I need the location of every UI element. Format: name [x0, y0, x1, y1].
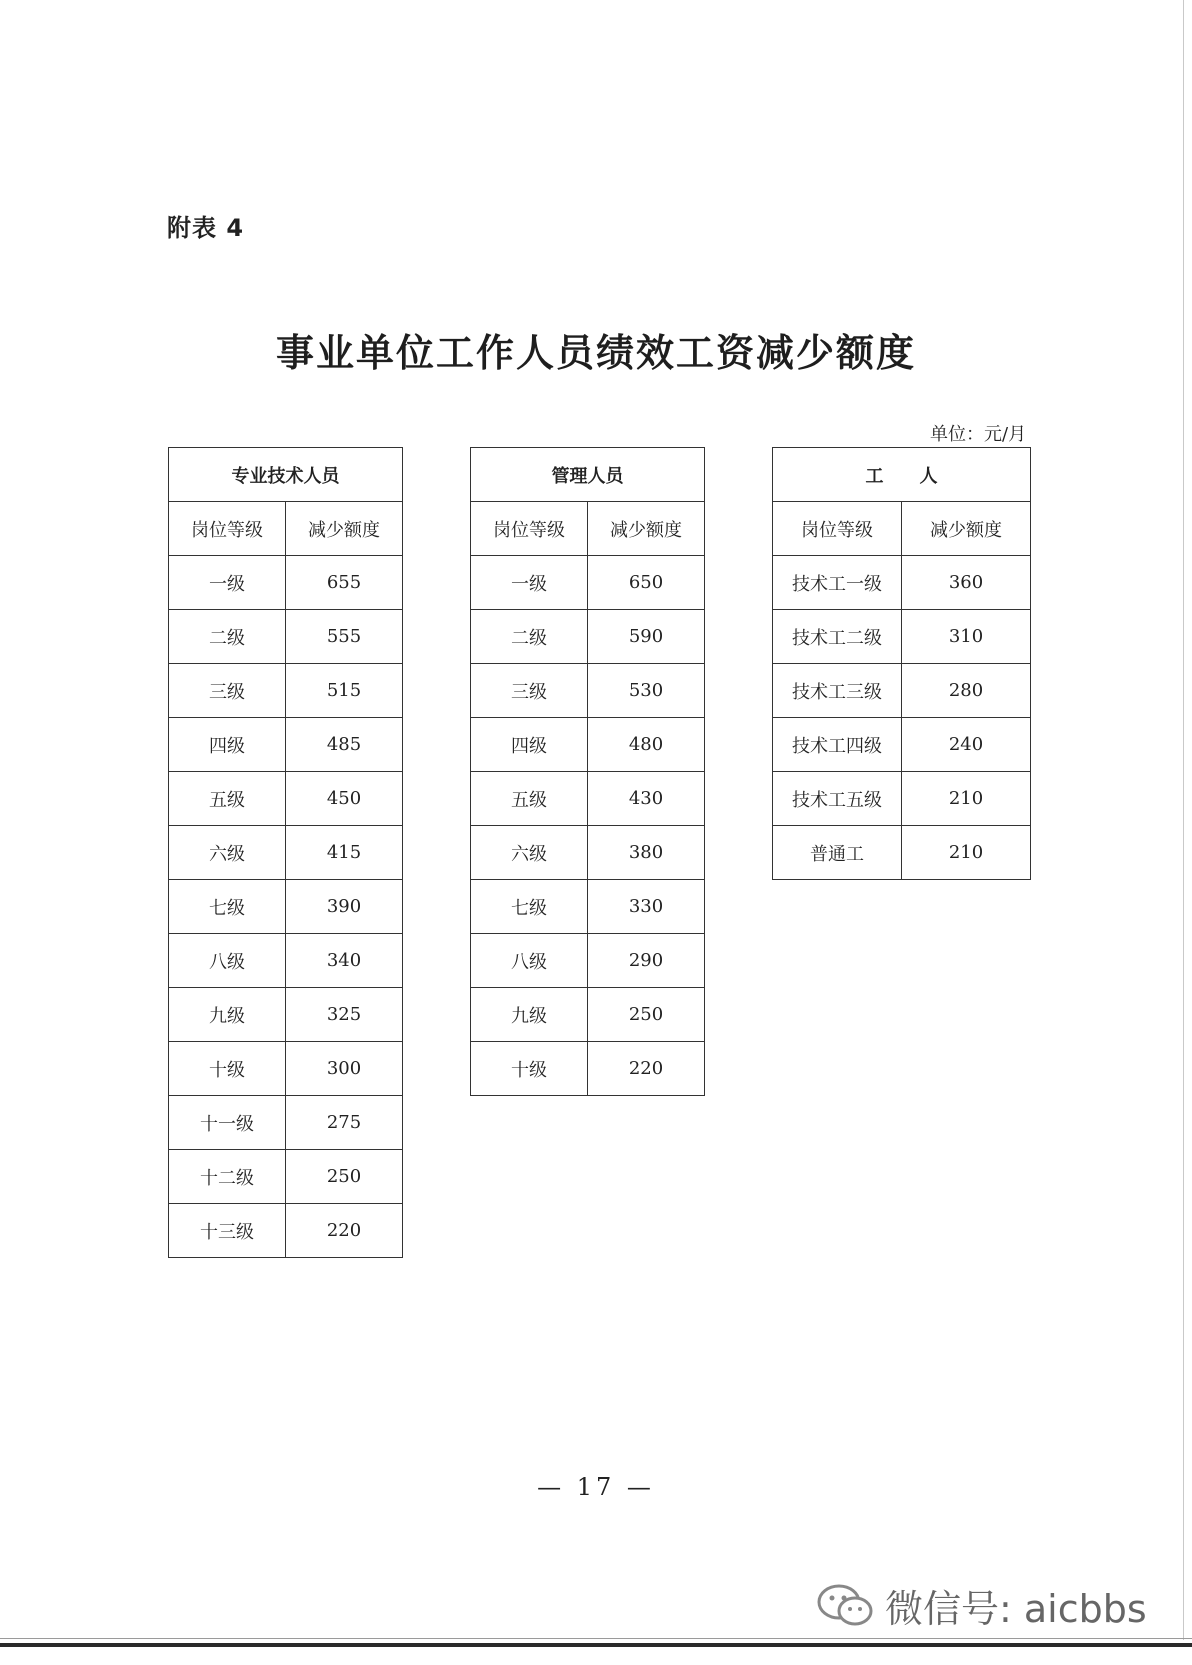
- grade-cell: 十三级: [169, 1204, 286, 1258]
- grade-cell: 四级: [471, 718, 588, 772]
- amount-cell: 280: [902, 664, 1031, 718]
- table-row: [773, 772, 1031, 826]
- column-header-amount: 减少额度: [286, 502, 403, 556]
- grade-cell: 四级: [169, 718, 286, 772]
- table-row: [169, 934, 403, 988]
- grade-cell: 三级: [169, 664, 286, 718]
- page-number: — 17 —: [537, 1473, 655, 1501]
- table-row: [169, 772, 403, 826]
- grade-cell: 六级: [471, 826, 588, 880]
- table-row: [169, 718, 403, 772]
- table-category-header: 工 人: [773, 448, 1031, 502]
- unit-note: 单位：元/月: [930, 424, 1027, 445]
- grade-cell: 七级: [169, 880, 286, 934]
- table-row: [773, 556, 1031, 610]
- grade-cell: 十级: [471, 1042, 588, 1096]
- amount-cell: 220: [588, 1042, 705, 1096]
- grade-cell: 一级: [471, 556, 588, 610]
- table-row: [471, 718, 705, 772]
- grade-cell: 三级: [471, 664, 588, 718]
- amount-cell: 210: [902, 826, 1031, 880]
- document-title: 事业单位工作人员绩效工资减少额度: [275, 330, 916, 375]
- table-category-header: 专业技术人员: [169, 448, 403, 502]
- amount-cell: 555: [286, 610, 403, 664]
- amount-cell: 220: [286, 1204, 403, 1258]
- table-row: [169, 988, 403, 1042]
- grade-cell: 八级: [169, 934, 286, 988]
- grade-cell: 技术工二级: [773, 610, 902, 664]
- table-row: [471, 772, 705, 826]
- column-header-grade: 岗位等级: [471, 502, 588, 556]
- grade-cell: 二级: [471, 610, 588, 664]
- grade-cell: 技术工一级: [773, 556, 902, 610]
- amount-cell: 250: [286, 1150, 403, 1204]
- tech-staff-table: [168, 447, 403, 1258]
- amount-cell: 340: [286, 934, 403, 988]
- column-header-grade: 岗位等级: [169, 502, 286, 556]
- table-row: [471, 988, 705, 1042]
- amount-cell: 330: [588, 880, 705, 934]
- amount-cell: 360: [902, 556, 1031, 610]
- table-row: [471, 610, 705, 664]
- grade-cell: 五级: [169, 772, 286, 826]
- amount-cell: 590: [588, 610, 705, 664]
- page-edge: [1183, 0, 1184, 1640]
- amount-cell: 250: [588, 988, 705, 1042]
- amount-cell: 390: [286, 880, 403, 934]
- table-row: [169, 664, 403, 718]
- table-row: [169, 826, 403, 880]
- table-row: [169, 556, 403, 610]
- table-row: [471, 1042, 705, 1096]
- table-row: [773, 826, 1031, 880]
- grade-cell: 一级: [169, 556, 286, 610]
- grade-cell: 十级: [169, 1042, 286, 1096]
- table-row: [169, 1096, 403, 1150]
- table-row: [169, 1204, 403, 1258]
- table-row: [169, 610, 403, 664]
- grade-cell: 十一级: [169, 1096, 286, 1150]
- grade-cell: 六级: [169, 826, 286, 880]
- watermark-text: 微信号: aicbbs: [885, 1587, 1147, 1631]
- amount-cell: 650: [588, 556, 705, 610]
- watermark: [815, 1578, 1147, 1633]
- grade-cell: 普通工: [773, 826, 902, 880]
- table-row: [471, 826, 705, 880]
- column-header-grade: 岗位等级: [773, 502, 902, 556]
- grade-cell: 九级: [169, 988, 286, 1042]
- column-header-amount: 减少额度: [588, 502, 705, 556]
- amount-cell: 300: [286, 1042, 403, 1096]
- grade-cell: 二级: [169, 610, 286, 664]
- grade-cell: 五级: [471, 772, 588, 826]
- amount-cell: 240: [902, 718, 1031, 772]
- amount-cell: 380: [588, 826, 705, 880]
- amount-cell: 450: [286, 772, 403, 826]
- amount-cell: 290: [588, 934, 705, 988]
- amount-cell: 415: [286, 826, 403, 880]
- table-row: [471, 556, 705, 610]
- amount-cell: 515: [286, 664, 403, 718]
- grade-cell: 技术工三级: [773, 664, 902, 718]
- table-row: [773, 610, 1031, 664]
- amount-cell: 480: [588, 718, 705, 772]
- amount-cell: 310: [902, 610, 1031, 664]
- page-edge: [0, 1638, 1192, 1639]
- amount-cell: 530: [588, 664, 705, 718]
- table-row: [471, 664, 705, 718]
- grade-cell: 九级: [471, 988, 588, 1042]
- table-row: [169, 1042, 403, 1096]
- grade-cell: 十二级: [169, 1150, 286, 1204]
- appendix-label: 附表 4: [167, 214, 245, 242]
- amount-cell: 485: [286, 718, 403, 772]
- grade-cell: 技术工五级: [773, 772, 902, 826]
- table-row: [169, 1150, 403, 1204]
- amount-cell: 655: [286, 556, 403, 610]
- amount-cell: 430: [588, 772, 705, 826]
- table-row: [471, 880, 705, 934]
- table-category-header: 管理人员: [471, 448, 705, 502]
- page-edge: [0, 1643, 1192, 1647]
- column-header-amount: 减少额度: [902, 502, 1031, 556]
- grade-cell: 技术工四级: [773, 718, 902, 772]
- wechat-icon: [815, 1583, 877, 1629]
- table-row: [471, 934, 705, 988]
- amount-cell: 275: [286, 1096, 403, 1150]
- table-row: [169, 880, 403, 934]
- amount-cell: 325: [286, 988, 403, 1042]
- worker-table: [772, 447, 1031, 880]
- grade-cell: 七级: [471, 880, 588, 934]
- grade-cell: 八级: [471, 934, 588, 988]
- table-row: [773, 718, 1031, 772]
- table-row: [773, 664, 1031, 718]
- amount-cell: 210: [902, 772, 1031, 826]
- management-staff-table: [470, 447, 705, 1096]
